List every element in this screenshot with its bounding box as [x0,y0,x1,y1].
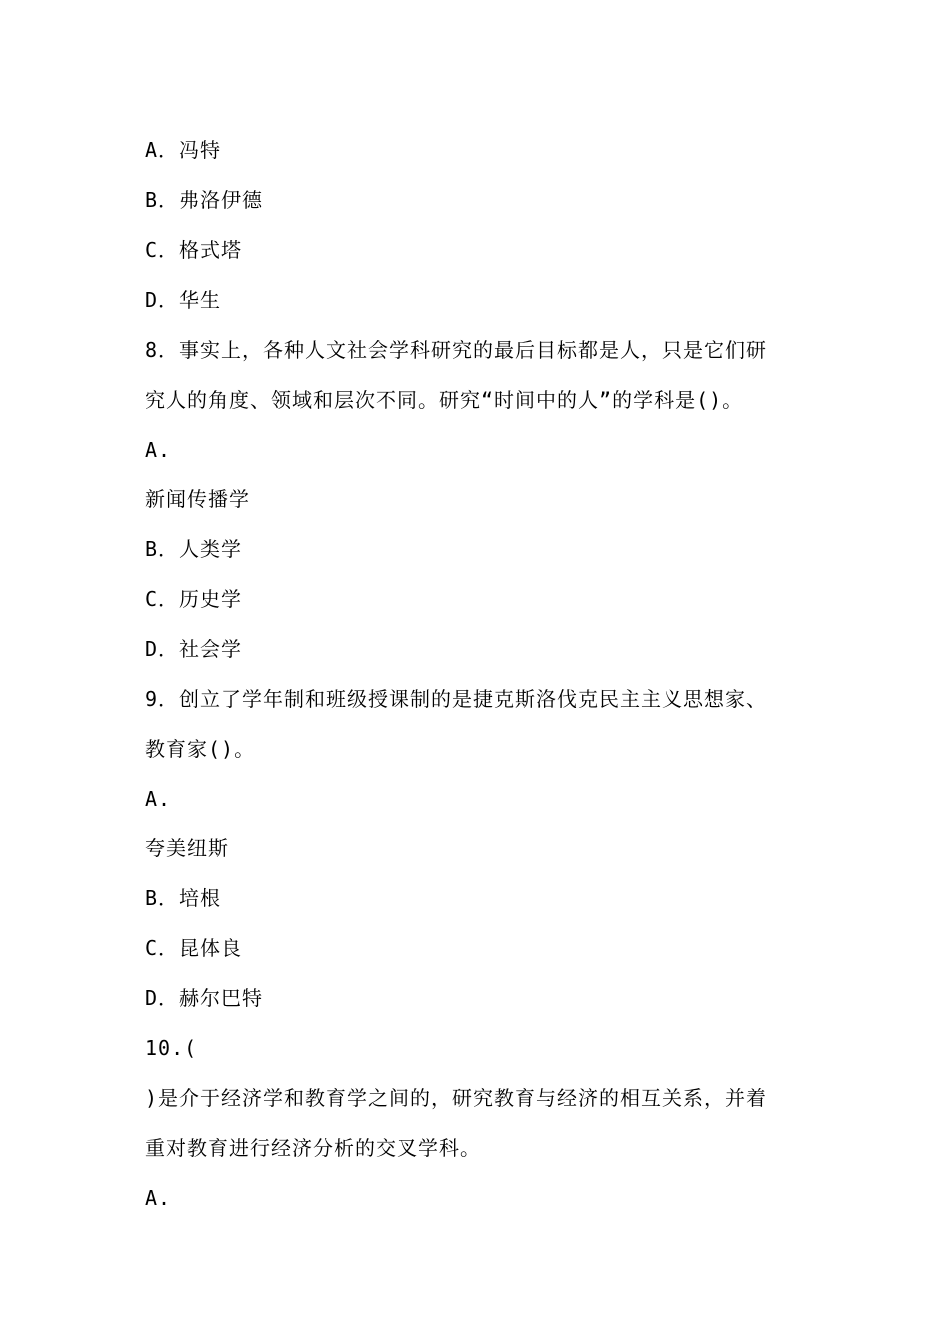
q7-option-d: D．华生 [145,288,222,312]
q9-option-a-text: 夸美纽斯 [145,836,229,860]
q8-option-a-label: A. [145,438,172,462]
q9-option-c: C．昆体良 [145,936,243,960]
q8-option-c: C．历史学 [145,587,243,611]
q10-number: 10.( [145,1036,198,1060]
q7-option-b: B．弗洛伊德 [145,188,264,212]
q10-option-a-label: A. [145,1186,172,1210]
q9-question-line-2: 教育家()。 [145,737,256,761]
q9-question-line-1: 9．创立了学年制和班级授课制的是捷克斯洛伐克民主主义思想家、 [145,687,768,711]
q7-option-a: A．冯特 [145,138,222,162]
q8-question-line-2: 究人的角度、领域和层次不同。研究“时间中的人”的学科是()。 [145,388,744,412]
q10-question-line-2: 重对教育进行经济分析的交叉学科。 [145,1136,481,1160]
q8-question-line-1: 8．事实上，各种人文社会学科研究的最后目标都是人，只是它们研 [145,338,768,362]
q8-option-a-text: 新闻传播学 [145,487,250,511]
q9-option-b: B．培根 [145,886,222,910]
q8-option-d: D．社会学 [145,637,243,661]
q8-option-b: B．人类学 [145,537,243,561]
q10-question-line-1: )是介于经济学和教育学之间的，研究教育与经济的相互关系，并着 [145,1086,768,1110]
q7-option-c: C．格式塔 [145,238,243,262]
q9-option-d: D．赫尔巴特 [145,986,264,1010]
q9-option-a-label: A. [145,787,172,811]
